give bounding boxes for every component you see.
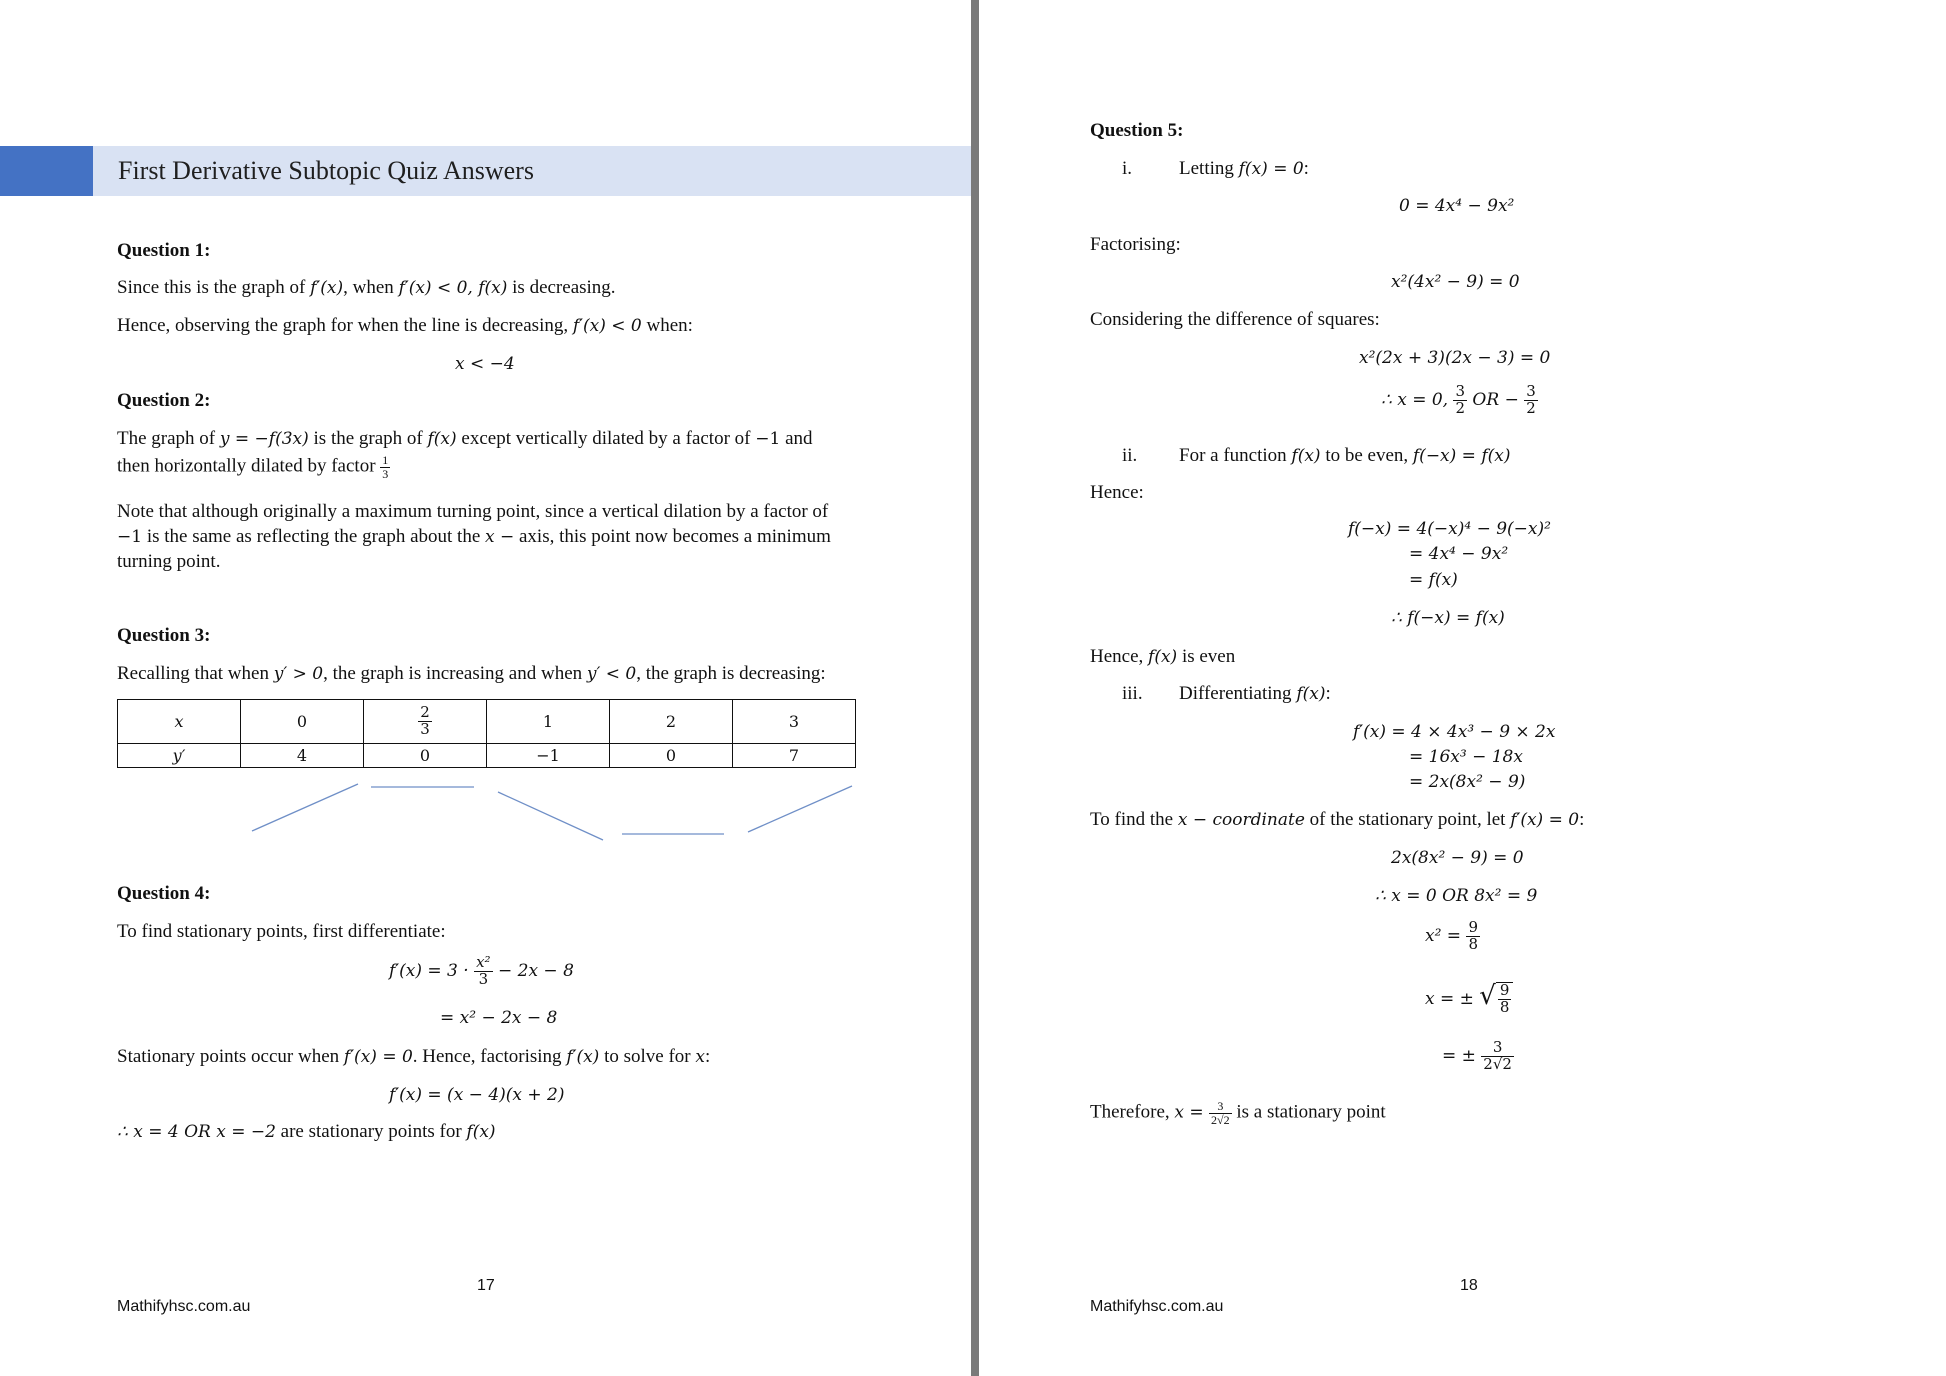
find-stationary-line: To find the x − coordinate of the stationary point, let f′(x) = 0: — [1090, 809, 1585, 830]
factorising-label: Factorising: — [1090, 234, 1181, 255]
footer-site: Mathifyhsc.com.au — [117, 1298, 251, 1315]
page-title: First Derivative Subtopic Quiz Answers — [118, 156, 534, 185]
difference-of-squares-label: Considering the difference of squares: — [1090, 309, 1380, 330]
eq-iii-6: x² = $\frac{9}{8}$ — [1425, 918, 1479, 953]
table-cell: x — [118, 700, 241, 744]
table-cell: 0 — [610, 744, 733, 768]
q4-conclusion: ∴ x = 4 OR x = −2 are stationary points for f(x) — [117, 1121, 496, 1142]
table-cell: 7 — [733, 744, 856, 768]
question-4-heading: Question 4: — [117, 883, 211, 904]
page-18 — [979, 0, 1946, 1376]
question-5-heading: Question 5: — [1090, 120, 1184, 141]
eq-i-4: ∴ x = 0, $\frac{3}{2}$ OR − $\frac{3}{2}$ — [1381, 382, 1536, 417]
sketch-increasing-segment — [748, 786, 852, 832]
page-number: 17 — [477, 1277, 495, 1294]
table-row-x — [118, 700, 856, 744]
q3-intro: Recalling that when y′ > 0, the graph is increasing and when y′ < 0, the graph is decreasing: — [117, 663, 826, 684]
page-gutter — [971, 0, 979, 1376]
q2-para-1-line-1: The graph of y = −f(3x) is the graph of f(x) except vertically dilated by a factor of −1 and — [117, 428, 813, 449]
banner-accent — [0, 146, 93, 196]
page-number: 18 — [1460, 1277, 1478, 1294]
eq-iii-8: = ± $\frac{3}{2√2}$ — [1442, 1038, 1512, 1073]
even-conclusion: Hence, f(x) is even — [1090, 646, 1236, 667]
sign-table — [117, 699, 856, 768]
eq-i-2: x²(4x² − 9) = 0 — [1391, 272, 1520, 292]
page-17 — [0, 0, 971, 1376]
question-3-heading: Question 3: — [117, 625, 211, 646]
eq-iii-4: 2x(8x² − 9) = 0 — [1391, 848, 1524, 868]
eq-iii-2: = 16x³ − 18x — [1409, 747, 1523, 767]
sketch-increasing-segment — [252, 784, 358, 831]
q1-answer: x < −4 — [455, 354, 515, 374]
table-cell: 1 — [487, 700, 610, 744]
eq-i-1: 0 = 4x⁴ − 9x² — [1399, 196, 1515, 216]
part-iii-text: Differentiating f(x): — [1179, 683, 1331, 704]
q4-intro: To find stationary points, first differentiate: — [117, 921, 446, 942]
eq-iii-3: = 2x(8x² − 9) — [1409, 772, 1526, 792]
q1-line-2: Hence, observing the graph for when the line is decreasing, f′(x) < 0 when: — [117, 315, 693, 336]
table-cell: 0 — [241, 700, 364, 744]
q2-para-2-line-2: −1 is the same as reflecting the graph about the x − axis, this point now becomes a minimum — [117, 526, 831, 547]
table-cell: −1 — [487, 744, 610, 768]
eq-ii-2: = 4x⁴ − 9x² — [1409, 544, 1509, 564]
q4-equation-3: f′(x) = (x − 4)(x + 2) — [389, 1085, 565, 1105]
footer-site: Mathifyhsc.com.au — [1090, 1298, 1224, 1315]
question-2-heading: Question 2: — [117, 390, 211, 411]
q4-equation-2: = x² − 2x − 8 — [440, 1008, 558, 1028]
title-banner — [93, 146, 971, 196]
part-ii-label: ii. — [1122, 445, 1138, 466]
q4-line: Stationary points occur when f′(x) = 0. Hence, factorising f′(x) to solve for x: — [117, 1046, 711, 1067]
table-cell: $\frac{2}{3}$ — [364, 700, 487, 744]
q1-line-1: Since this is the graph of f′(x), when f′(x) < 0, f(x) is decreasing. — [117, 277, 616, 298]
part-iii-label: iii. — [1122, 683, 1143, 704]
therefore-line: Therefore, x = $\frac{3}{2√2}$ is a stationary point — [1090, 1099, 1386, 1127]
eq-iii-5: ∴ x = 0 OR 8x² = 9 — [1375, 886, 1538, 906]
table-row-y-prime — [118, 744, 856, 768]
sketch-decreasing-segment — [498, 792, 603, 840]
part-i-text: Letting f(x) = 0: — [1179, 158, 1309, 179]
part-ii-text: For a function f(x) to be even, f(−x) = f(x) — [1179, 445, 1511, 466]
table-cell: 0 — [364, 744, 487, 768]
eq-iii-7: x = ± √ $\frac{9}{8}$ — [1425, 982, 1513, 1016]
table-cell: 2 — [610, 700, 733, 744]
table-cell: y′ — [118, 744, 241, 768]
eq-ii-4: ∴ f(−x) = f(x) — [1391, 608, 1505, 628]
q2-para-2-line-3: turning point. — [117, 551, 221, 572]
hence-label: Hence: — [1090, 482, 1144, 503]
table-cell: 3 — [733, 700, 856, 744]
q4-equation-1: f′(x) = 3 · $\frac{\text{x²}}{3}$ − 2x − 8 — [389, 953, 574, 988]
eq-ii-1: f(−x) = 4(−x)⁴ − 9(−x)² — [1348, 519, 1551, 539]
eq-i-3: x²(2x + 3)(2x − 3) = 0 — [1359, 348, 1551, 368]
q2-para-1-line-2: then horizontally dilated by factor $\frac{1}{3}$ — [117, 453, 389, 481]
table-cell: 4 — [241, 744, 364, 768]
part-i-label: i. — [1122, 158, 1133, 179]
fraction-one-third: $\frac{1}{3}$ — [382, 453, 389, 481]
q2-para-2-line-1: Note that although originally a maximum turning point, since a vertical dilation by a factor of — [117, 501, 829, 522]
gradient-sketch — [240, 780, 860, 850]
question-1-heading: Question 1: — [117, 240, 211, 261]
eq-iii-1: f′(x) = 4 × 4x³ − 9 × 2x — [1353, 722, 1556, 742]
eq-ii-3: = f(x) — [1409, 570, 1458, 590]
